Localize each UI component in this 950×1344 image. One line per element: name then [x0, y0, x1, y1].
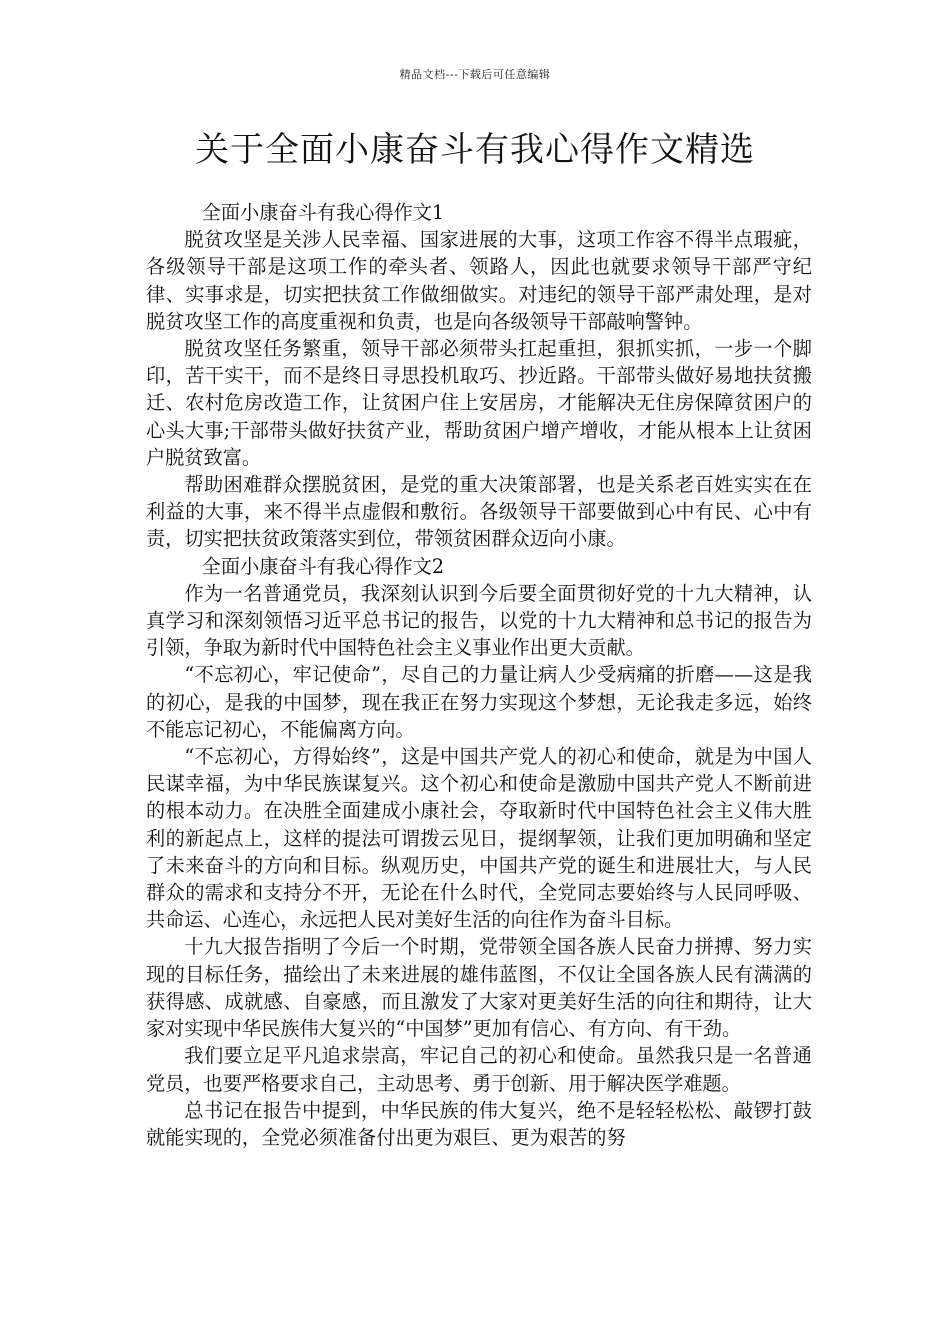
paragraph: “不忘初心，方得始终”，这是中国共产党人的初心和使命，就是为中国人民谋幸福，为中华民族谋复兴。这个初心和使命是激励中国共产党人不断前进的根本动力。在决胜全面建成小康社会，夺取新时代中国特色社会主义伟大胜利的新起点上，这样的提法可谓拨云见日，提纲挈领，让我们更加明确和坚定了未来奋斗的方向和目标。纵观历史，中国共产党的诞生和进展壮大，与人民群众的需求和支持分不开，无论在什么时代，全党同志要始终与人民同呼吸、共命运、心连心，永远把人民对美好生活的向往作为奋斗目标。: [146, 745, 812, 932]
paragraph: 十九大报告指明了今后一个时期，党带领全国各族人民奋力拼搏、努力实现的目标任务，描绘出了未来进展的雄伟蓝图，不仅让全国各族人民有满满的获得感、成就感、自豪感，而且激发了大家对更美好生活的向往和期待，让大家对实现中华民族伟大复兴的“中国梦”更加有信心、有方向、有干劲。: [146, 935, 812, 1041]
paragraph: 总书记在报告中提到，中华民族的伟大复兴，绝不是轻轻松松、敲锣打鼓就能实现的，全党必须准备付出更为艰巨、更为艰苦的努: [146, 1098, 812, 1149]
document-title: 关于全面小康奋斗有我心得作文精选: [195, 130, 755, 170]
paragraph: “不忘初心，牢记使命”，尽自己的力量让病人少受病痛的折磨——这是我的初心，是我的中国梦，现在我正在努力实现这个梦想，无论我走多远，始终不能忘记初心，不能偏离方向。: [146, 663, 812, 741]
section-heading: 全面小康奋斗有我心得作文2: [201, 554, 445, 578]
header-note: 精品文档---下载后可任意编辑: [399, 68, 551, 81]
paragraph: 脱贫攻坚任务繁重，领导干部必须带头扛起重担，狠抓实抓，一步一个脚印，苦干实干，而不是终日寻思投机取巧、抄近路。干部带头做好易地扶贫搬迁、农村危房改造工作，让贫困户住上安居房，才能解决无住房保障贫困户的心头大事;干部带头做好扶贫产业，帮助贫困户增产增收，才能从根本上让贫困户脱贫致富。: [146, 337, 812, 469]
paragraph: 作为一名普通党员，我深刻认识到今后要全面贯彻好党的十九大精神，认真学习和深刻领悟习近平总书记的报告，以党的十九大精神和总书记的报告为引领，争取为新时代中国特色社会主义事业作出更大贡献。: [146, 581, 812, 660]
paragraph: 我们要立足平凡追求崇高，牢记自己的初心和使命。虽然我只是一名普通党员，也要严格要求自己，主动思考、勇于创新、用于解决医学难题。: [146, 1044, 812, 1095]
document-body: [146, 199, 812, 1151]
paragraph: 脱贫攻坚是关涉人民幸福、国家进展的大事，这项工作容不得半点瑕疵，各级领导干部是这项工作的牵头者、领路人，因此也就要求领导干部严守纪律、实事求是，切实把扶贫工作做细做实。对违纪的领导干部严肃处理，是对脱贫攻坚工作的高度重视和负责，也是向各级领导干部敲响警钟。: [146, 228, 812, 333]
paragraph: 帮助困难群众摆脱贫困，是党的重大决策部署，也是关系老百姓实实在在利益的大事，来不得半点虚假和敷衍。各级领导干部要做到心中有民、心中有责，切实把扶贫政策落实到位，带领贫困群众迈向小康。: [146, 473, 812, 551]
section-heading: 全面小康奋斗有我心得作文1: [201, 201, 445, 224]
